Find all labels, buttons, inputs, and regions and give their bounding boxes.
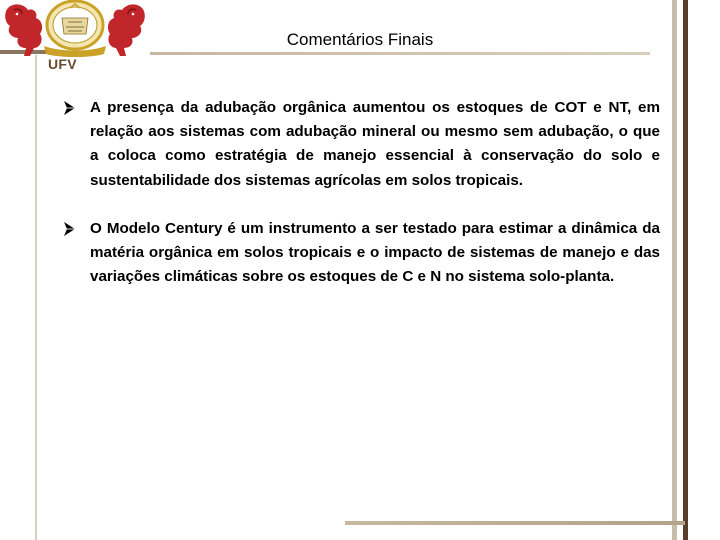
right-dark-vertical-bar: [683, 0, 688, 540]
bullet-text: A presença da adubação orgânica aumentou os estoques de COT e NT, em relação aos sistemas com adubação mineral ou mesmo sem adubação, o que a coloca como estratégia de manejo essencial à conservação do solo e sustentabilidade dos sistemas agrícolas em solos tropicais.: [90, 99, 660, 189]
bullet-item: [62, 217, 660, 290]
bullet-list: [62, 96, 660, 313]
bullet-text: O Modelo Century é um instrumento a ser testado para estimar a dinâmica da matéria orgânica em solos tropicais e o impacto de sistemas de manejo e das variações climáticas sobre os estoques de C e N no sistema solo-planta.: [90, 219, 660, 286]
bottom-divider-bar: [345, 521, 685, 525]
arrow-bullet-icon: [62, 99, 78, 117]
slide-title: Comentários Finais: [286, 30, 434, 49]
arrow-bullet-icon: [62, 220, 78, 238]
top-divider-bar: [150, 52, 650, 55]
right-light-vertical-bar: [672, 0, 677, 540]
ufv-coat-of-arms-logo: [0, 0, 150, 58]
logo-caption: UFV: [48, 56, 77, 72]
bullet-item: [62, 96, 660, 193]
left-vertical-line: [35, 55, 37, 540]
